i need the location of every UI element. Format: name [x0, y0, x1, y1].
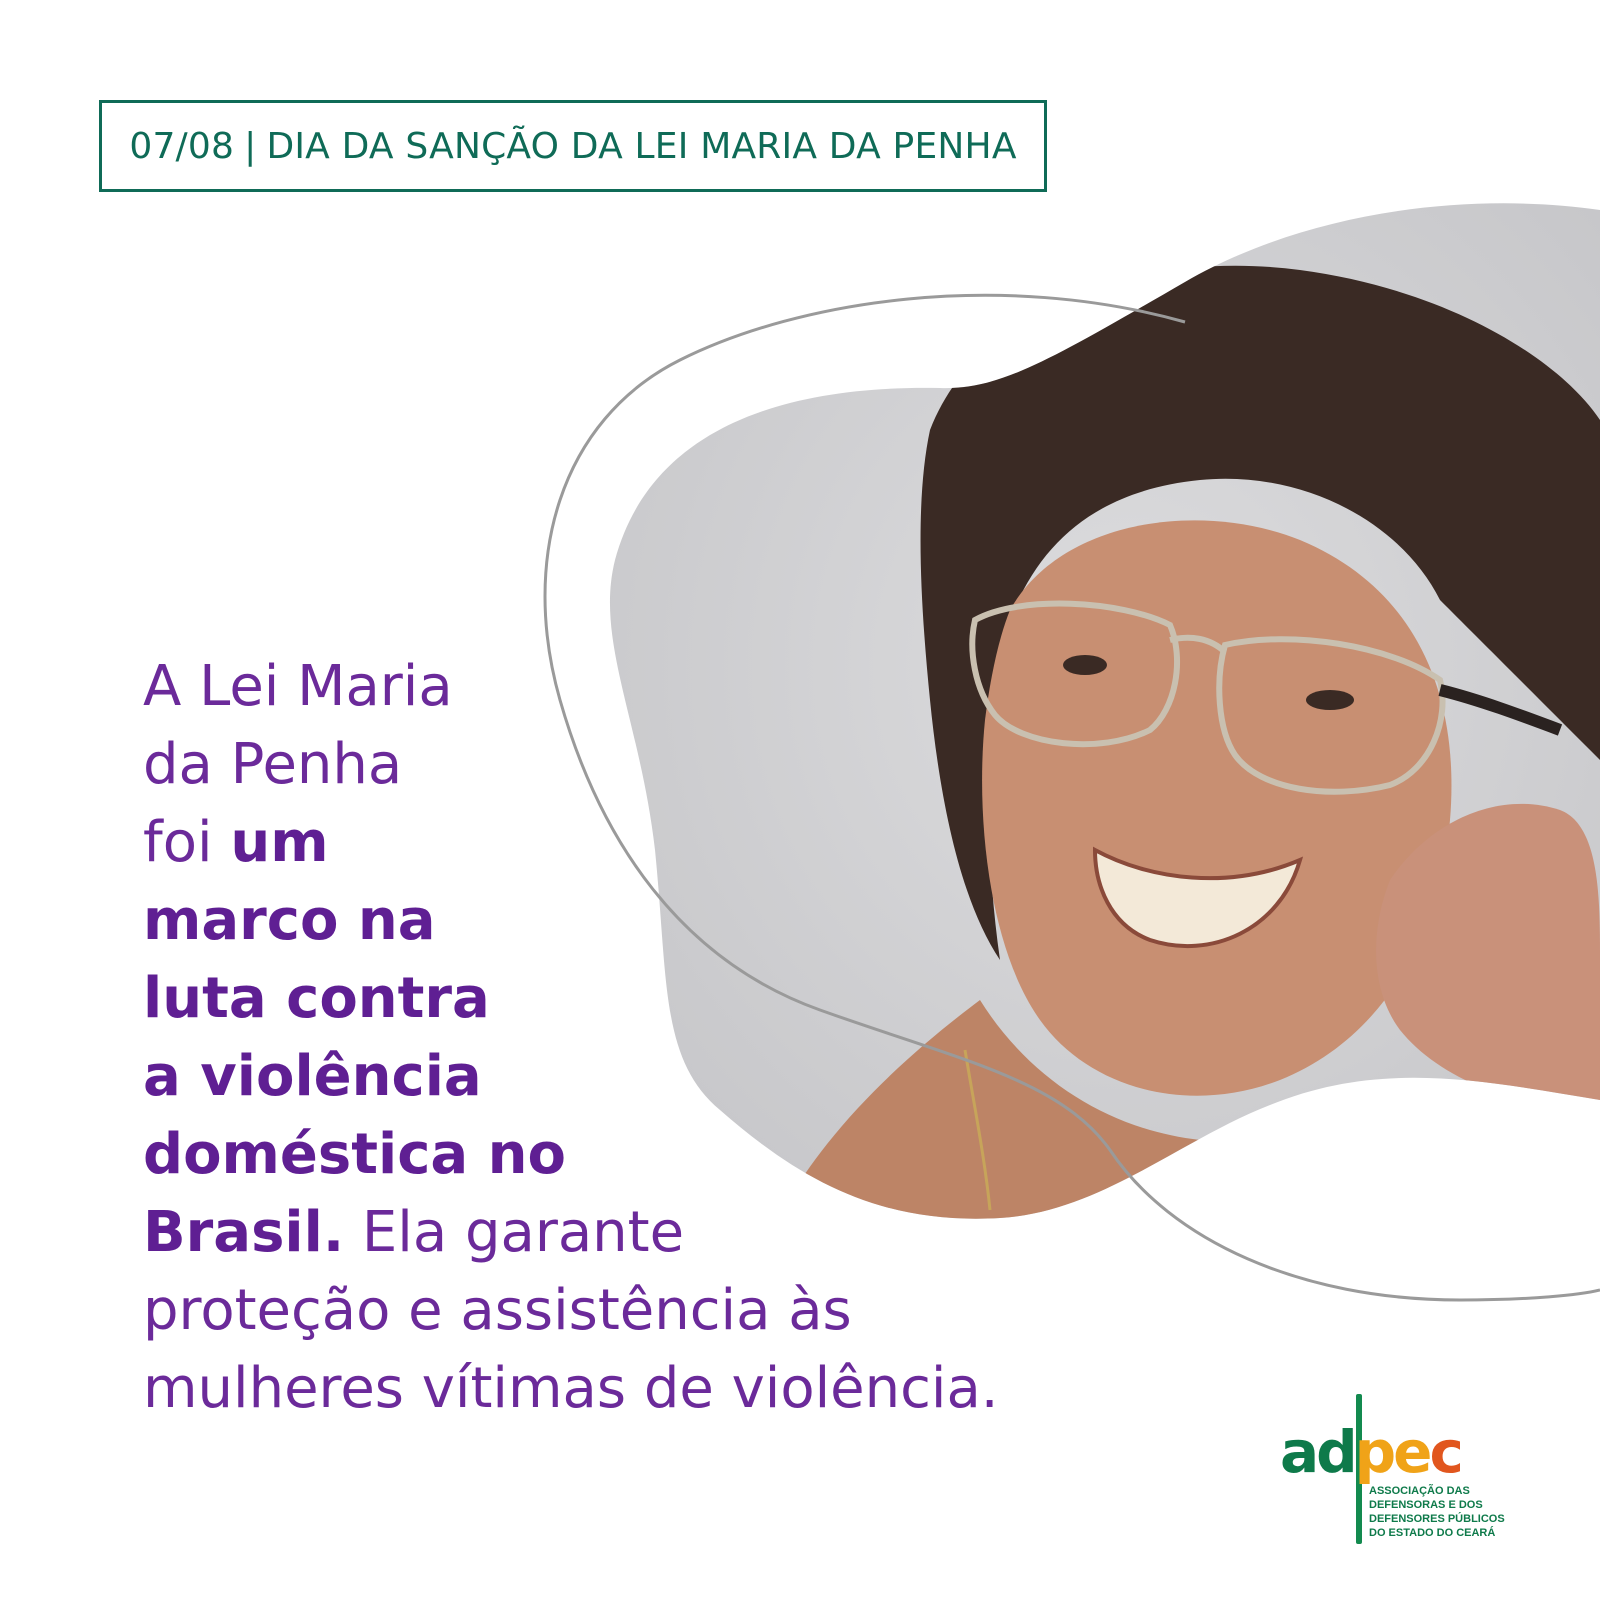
adpec-logo [1280, 1392, 1505, 1547]
headline-line-7: doméstica no [143, 1122, 567, 1187]
headline-line-6: a violência [143, 1044, 482, 1109]
logo-subtitle-line-2: DEFENSORAS E DOS [1369, 1499, 1483, 1511]
logo-wordmark [1280, 1418, 1461, 1486]
headline-line-3 [143, 804, 1143, 882]
headline-line-8-bold: Brasil. [143, 1200, 345, 1265]
logo-subtitle-line-3: DEFENSORES PÚBLICOS [1369, 1513, 1505, 1525]
headline-line-8 [143, 1194, 1143, 1272]
headline-line-3-regular: foi [143, 810, 231, 875]
logo-mark-part-1: ad [1280, 1418, 1355, 1486]
logo-subtitle-line-1: ASSOCIAÇÃO DAS [1369, 1485, 1470, 1497]
headline-line-3-bold: um [230, 810, 329, 875]
banner-date: 07/08 [129, 125, 235, 167]
logo-mark-part-2: pe [1354, 1418, 1430, 1486]
logo-subtitle-line-4: DO ESTADO DO CEARÁ [1369, 1527, 1496, 1539]
headline-line-8-regular: Ela garante [344, 1200, 685, 1265]
headline-line-9: proteção e assistência às [143, 1278, 852, 1343]
headline-line-2: da Penha [143, 732, 403, 797]
headline-line-5: luta contra [143, 966, 490, 1031]
right-eye-shape [1306, 690, 1354, 710]
headline-line-1: A Lei Maria [143, 654, 453, 719]
headline-line-10: mulheres vítimas de violência. [143, 1356, 999, 1421]
headline-text [143, 648, 1143, 1428]
logo-mark-part-3: c [1429, 1418, 1461, 1486]
headline-line-4: marco na [143, 888, 436, 953]
banner-title: DIA DA SANÇÃO DA LEI MARIA DA PENHA [266, 125, 1017, 167]
banner-separator: | [244, 125, 257, 167]
logo-subtitle [1369, 1484, 1509, 1540]
